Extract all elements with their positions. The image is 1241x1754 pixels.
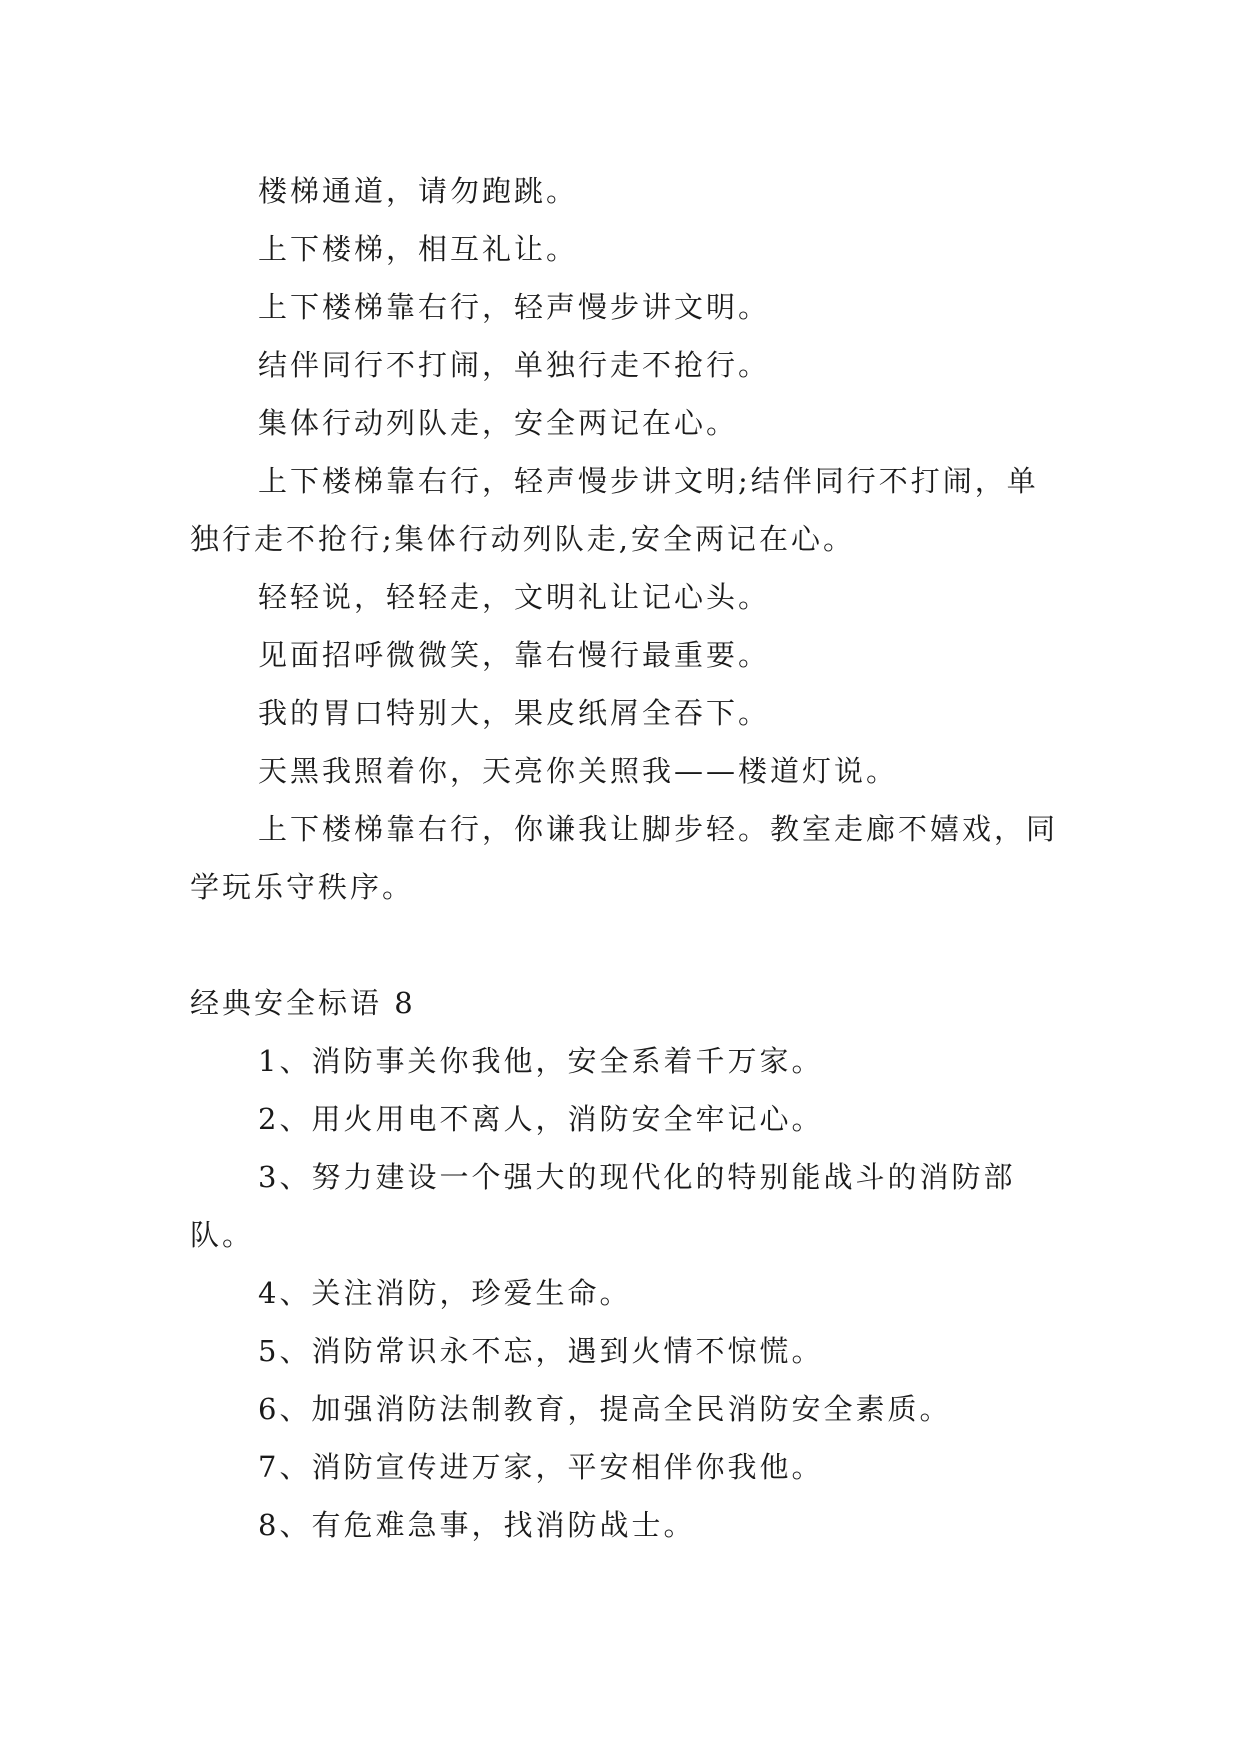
paragraph: 天黑我照着你，天亮你关照我——楼道灯说。 [258,754,899,788]
list-item: 4、关注消防，珍爱生命。 [258,1276,632,1310]
list-item: 8、有危难急事，找消防战士。 [258,1508,696,1542]
paragraph: 上下楼梯，相互礼让。 [258,232,579,266]
list-item: 6、加强消防法制教育，提高全民消防安全素质。 [258,1392,952,1426]
paragraph: 结伴同行不打闹，单独行走不抢行。 [258,348,771,382]
paragraph: 我的胃口特别大，果皮纸屑全吞下。 [258,696,771,730]
list-item: 1、消防事关你我他，安全系着千万家。 [258,1044,824,1078]
paragraph: 轻轻说，轻轻走，文明礼让记心头。 [258,580,771,614]
paragraph: 上下楼梯靠右行，你谦我让脚步轻。教室走廊不嬉戏，同学玩乐守秩序。 [190,812,1059,904]
paragraph: 楼梯通道，请勿跑跳。 [258,174,579,208]
section-spacer [190,916,1070,974]
list-item: 3、努力建设一个强大的现代化的特别能战斗的消防部队。 [190,1160,1016,1252]
paragraph: 上下楼梯靠右行，轻声慢步讲文明。 [258,290,771,324]
list-item: 5、消防常识永不忘，遇到火情不惊慌。 [258,1334,824,1368]
section-heading: 经典安全标语 8 [190,986,416,1020]
list-item: 7、消防宣传进万家，平安相伴你我他。 [258,1450,824,1484]
paragraph: 见面招呼微微笑，靠右慢行最重要。 [258,638,771,672]
document-body [190,162,1070,1554]
paragraph: 集体行动列队走，安全两记在心。 [258,406,739,440]
list-item: 2、用火用电不离人，消防安全牢记心。 [258,1102,824,1136]
paragraph: 上下楼梯靠右行，轻声慢步讲文明;结伴同行不打闹，单独行走不抢行;集体行动列队走,安全两记在心。 [190,464,1039,556]
